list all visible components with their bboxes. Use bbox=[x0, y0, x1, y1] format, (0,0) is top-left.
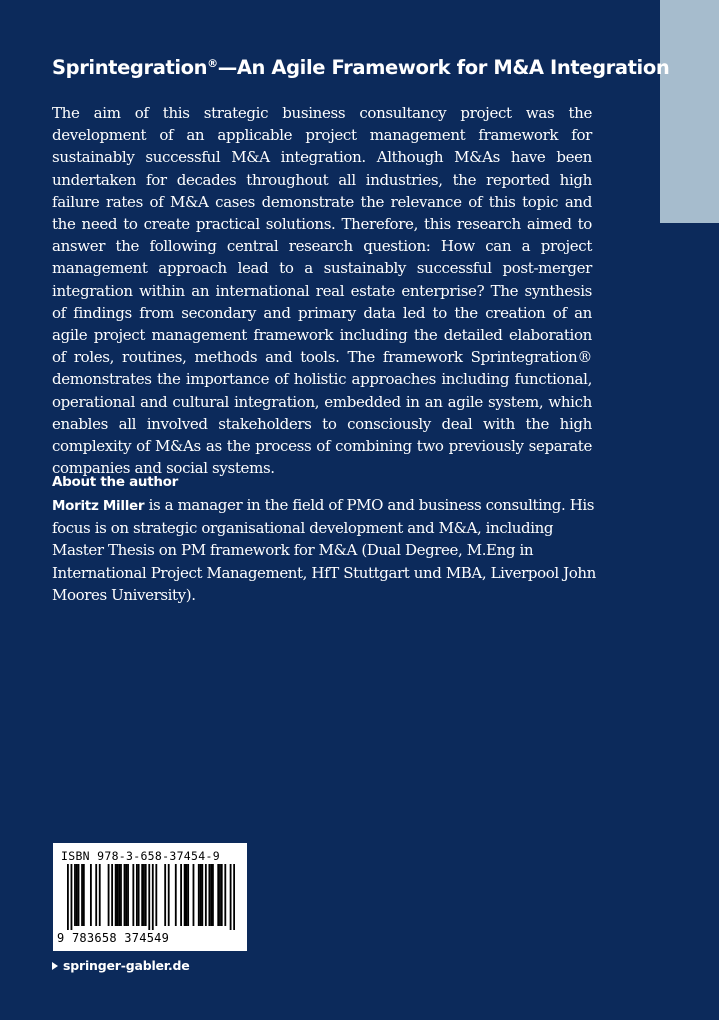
barcode-bar bbox=[217, 864, 219, 926]
title-main: Sprintegration bbox=[52, 56, 208, 79]
barcode-bar bbox=[175, 864, 177, 926]
book-title bbox=[52, 56, 670, 79]
barcode-bar bbox=[83, 864, 85, 926]
barcode-bar bbox=[67, 864, 69, 930]
barcode-bar bbox=[212, 864, 214, 926]
barcode-bar bbox=[201, 864, 203, 926]
barcode-bar bbox=[145, 864, 147, 926]
barcode-bar bbox=[143, 864, 145, 926]
barcode-bar bbox=[221, 864, 223, 926]
barcode-bar bbox=[155, 864, 157, 926]
barcode-bar bbox=[200, 864, 202, 926]
publisher-url: springer-gabler.de bbox=[63, 958, 190, 973]
color-tab bbox=[660, 0, 719, 223]
isbn-label: ISBN 978-3-658-37454-9 bbox=[61, 849, 220, 863]
barcode-bar bbox=[187, 864, 189, 926]
barcode-bar bbox=[233, 864, 235, 930]
barcode-bar bbox=[99, 864, 101, 926]
barcode-bar bbox=[230, 864, 232, 930]
barcode-bar bbox=[208, 864, 210, 926]
barcode-bar bbox=[111, 864, 113, 926]
publisher-link[interactable] bbox=[52, 958, 190, 973]
author-name: Moritz Miller bbox=[52, 498, 145, 514]
barcode-bar bbox=[125, 864, 127, 926]
barcode-bar bbox=[205, 864, 207, 926]
about-author-heading: About the author bbox=[52, 474, 178, 490]
barcode-bar bbox=[164, 864, 166, 926]
barcode-bar bbox=[152, 864, 154, 930]
barcode-bars bbox=[67, 864, 235, 930]
barcode-bar bbox=[184, 864, 186, 926]
barcode-bar bbox=[148, 864, 150, 930]
barcode-bar bbox=[210, 864, 212, 926]
abstract-paragraph: The aim of this strategic business consultancy project was the development of an applicable project management framework for sustainably successful M&A integration. Although M&As have been undertaken for decades throughout all industries, the reported high failure rates of M&A cases demonstrate the relevance of this topic and the need to create practical solutions. Therefore, this research aimed to answer the following central research question: How can a project management approach lead to a sustainably successful post-merger integration within an international real estate enterprise? The synthesis of findings from secondary and primary data led to the creation of an agile project management framework including the detailed elaboration of roles, routines, methods and tools. The framework Sprintegration® demonstrates the importance of holistic approaches including functional, operational and cultural integration, embedded in an agile system, which enables all involved stakeholders to consciously deal with the high complexity of M&As as the process of combining two previously separate companies and social systems. bbox=[52, 104, 592, 478]
barcode-bar bbox=[124, 864, 126, 926]
barcode-bar bbox=[120, 864, 122, 926]
barcode-bar bbox=[141, 864, 143, 926]
barcode-bar bbox=[138, 864, 140, 926]
barcode-bar bbox=[115, 864, 117, 926]
barcode-bar bbox=[71, 864, 73, 930]
title-rest: —An Agile Framework for M&A Integration bbox=[217, 56, 670, 79]
barcode-bar bbox=[193, 864, 195, 926]
barcode-bar bbox=[117, 864, 119, 926]
barcode-bar bbox=[90, 864, 92, 926]
barcode-bar bbox=[118, 864, 120, 926]
barcode-bar bbox=[127, 864, 129, 926]
arrow-right-icon bbox=[52, 962, 58, 970]
barcode-bar bbox=[108, 864, 110, 926]
barcode-bar bbox=[95, 864, 97, 926]
barcode-bar bbox=[76, 864, 78, 926]
barcode-bar bbox=[185, 864, 187, 926]
barcode-bar bbox=[81, 864, 83, 926]
barcode-bar bbox=[198, 864, 200, 926]
barcode-bar bbox=[180, 864, 182, 926]
barcode-bar bbox=[168, 864, 170, 926]
author-bio-text: is a manager in the field of PMO and business consulting. His focus is on strategic organisational development and M&A, including Master Thesis on PM framework for M&A (Dual Degree, M.Eng in International Project Management, HfT Stuttgart und MBA, Liverpool John Moores University). bbox=[52, 496, 596, 604]
barcode-bar bbox=[74, 864, 76, 926]
barcode-bar bbox=[136, 864, 138, 926]
registered-mark: ® bbox=[207, 57, 218, 70]
isbn-barcode bbox=[53, 843, 247, 951]
author-bio bbox=[52, 494, 597, 606]
barcode-bar bbox=[219, 864, 221, 926]
barcode-digits: 9 783658 374549 bbox=[57, 931, 170, 945]
barcode-bar bbox=[224, 864, 226, 926]
barcode-bar bbox=[78, 864, 80, 926]
barcode-bar bbox=[132, 864, 134, 926]
